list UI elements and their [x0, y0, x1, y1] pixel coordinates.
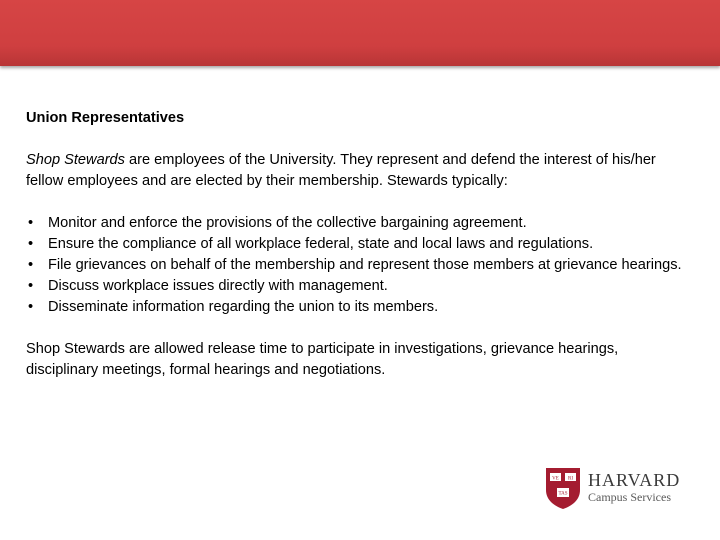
slide-content	[26, 108, 686, 381]
bullet-glyph: •	[28, 257, 34, 273]
list-item	[26, 297, 686, 318]
bullet-glyph: •	[28, 278, 34, 294]
list-item	[26, 276, 686, 297]
shield-text-ri: RI	[568, 476, 573, 482]
intro-paragraph	[26, 150, 686, 192]
list-item-text: Disseminate information regarding the union to its members.	[48, 299, 439, 315]
list-item-text: Monitor and enforce the provisions of the collective bargaining agreement.	[48, 215, 527, 231]
bullet-glyph: •	[28, 215, 34, 231]
harvard-shield-icon	[544, 466, 582, 510]
closing-paragraph: Shop Stewards are allowed release time to participate in investigations, grievance hearings, disciplinary meetings, formal hearings and negotiations.	[26, 341, 619, 378]
shield-text-tas: TAS	[558, 491, 568, 497]
shield-text-ve: VE	[552, 476, 559, 482]
bullet-glyph: •	[28, 236, 34, 252]
steward-duties-list	[26, 213, 686, 318]
harvard-campus-services-logo	[544, 466, 694, 510]
bullet-glyph: •	[28, 299, 34, 315]
top-banner	[0, 0, 720, 66]
list-item-text: File grievances on behalf of the membership and represent those members at grievance hearings.	[48, 257, 682, 273]
logo-name: HARVARD	[588, 470, 681, 490]
list-item	[26, 255, 686, 276]
intro-text: are employees of the University. They represent and defend the interest of his/her fellow employees and are elected by their membership. Stewards typically:	[26, 152, 656, 189]
list-item	[26, 234, 686, 255]
list-item-text: Discuss workplace issues directly with management.	[48, 278, 388, 294]
section-heading: Union Representatives	[26, 110, 185, 126]
list-item-text: Ensure the compliance of all workplace federal, state and local laws and regulations.	[48, 236, 594, 252]
intro-emphasis: Shop Stewards	[26, 152, 125, 168]
logo-subtitle: Campus Services	[588, 490, 671, 504]
list-item	[26, 213, 686, 234]
